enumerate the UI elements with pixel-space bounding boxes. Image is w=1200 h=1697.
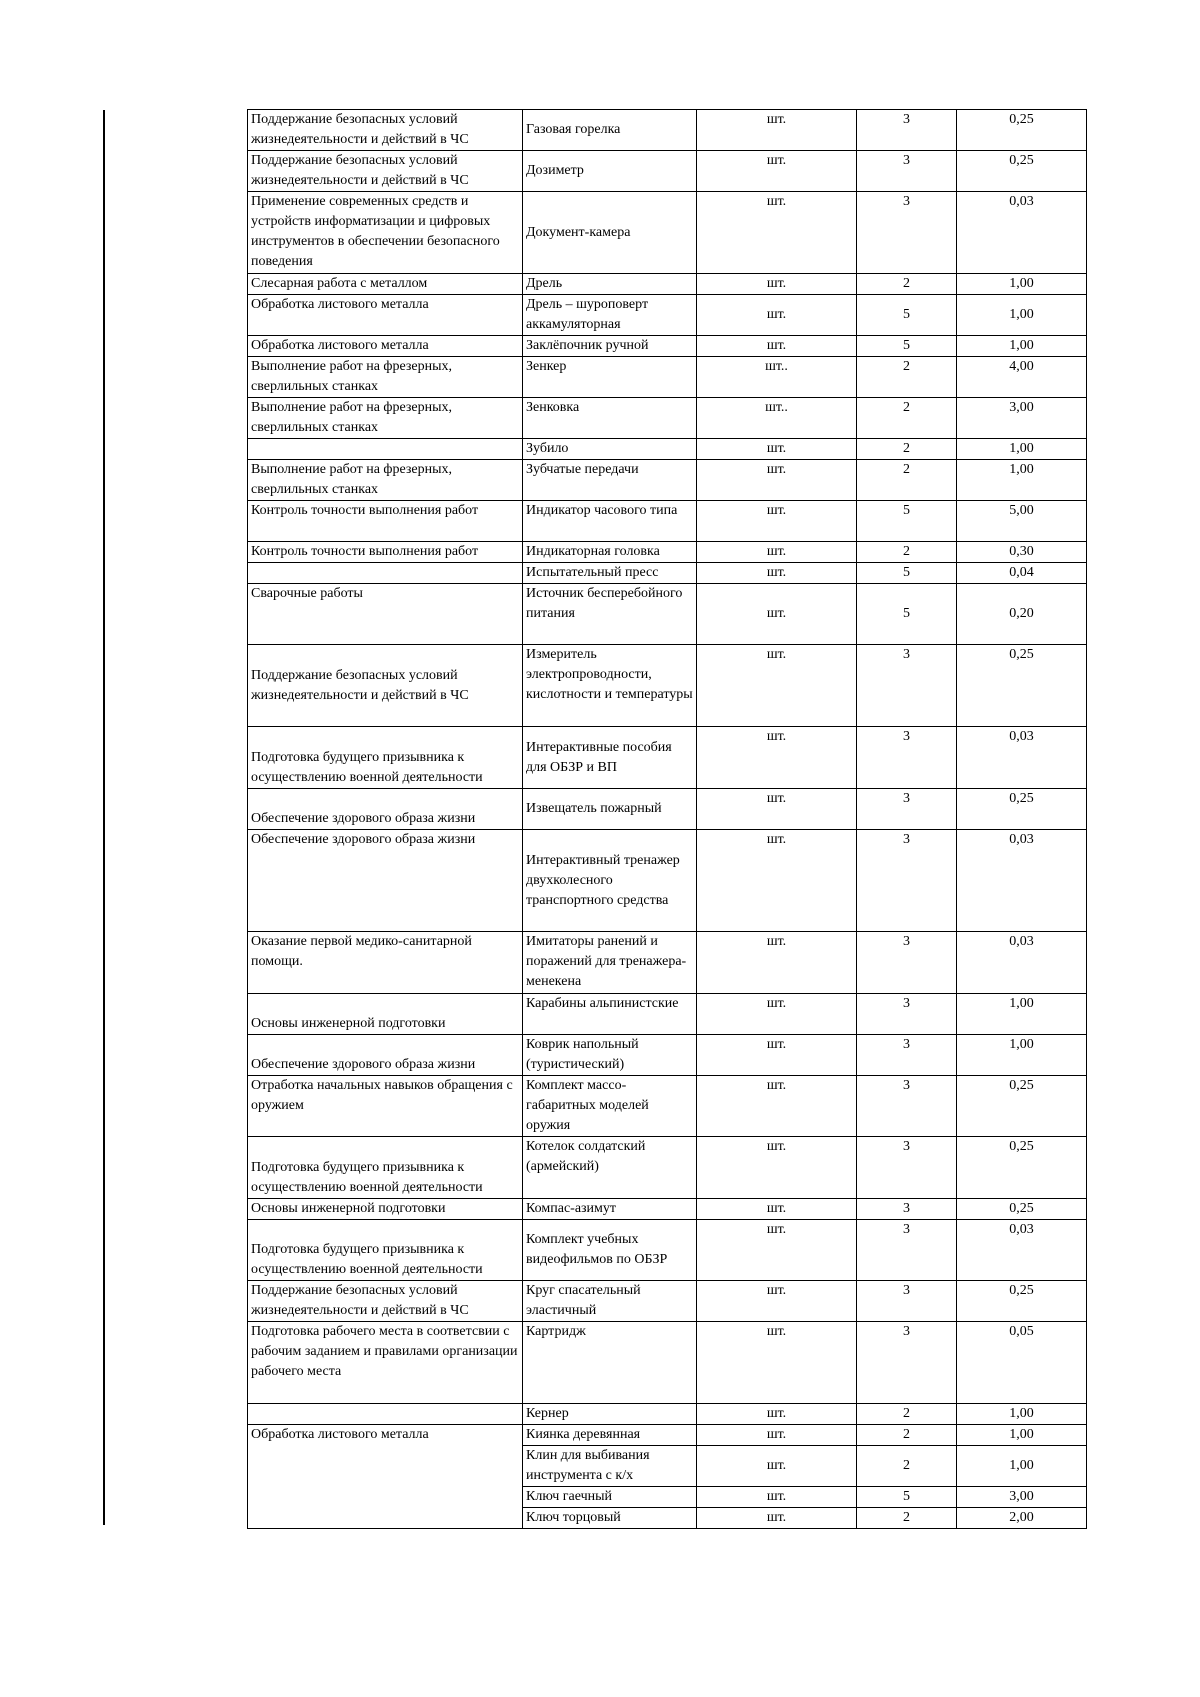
activity-cell — [248, 1404, 523, 1425]
rate-cell: 0,25 — [957, 1076, 1087, 1137]
rate-cell: 1,00 — [957, 1425, 1087, 1446]
rate-cell: 0,04 — [957, 563, 1087, 584]
table-row — [248, 1404, 1087, 1425]
unit-cell: шт. — [697, 542, 857, 563]
unit-cell: шт. — [697, 1035, 857, 1076]
rate-cell: 1,00 — [957, 295, 1087, 336]
unit-cell: шт. — [697, 1425, 857, 1446]
item-name-cell: Комплект учебных видеофильмов по ОБЗР — [523, 1220, 697, 1281]
rate-cell: 0,25 — [957, 110, 1087, 151]
equipment-table — [247, 109, 1087, 1529]
unit-cell: шт. — [697, 830, 857, 932]
quantity-cell: 3 — [857, 645, 957, 727]
rate-cell: 0,03 — [957, 727, 1087, 789]
unit-cell: шт. — [697, 1199, 857, 1220]
rate-cell: 0,03 — [957, 192, 1087, 274]
item-name-cell: Индикатор часового типа — [523, 501, 697, 542]
item-name-cell: Заклёпочник ручной — [523, 336, 697, 357]
unit-cell: шт. — [697, 1076, 857, 1137]
rate-cell: 0,03 — [957, 830, 1087, 932]
item-name-cell: Измеритель электропроводности, кислотности и температуры — [523, 645, 697, 727]
item-name-cell: Зубило — [523, 439, 697, 460]
activity-cell: Основы инженерной подготовки — [248, 1199, 523, 1220]
unit-cell: шт. — [697, 501, 857, 542]
rate-cell: 1,00 — [957, 439, 1087, 460]
quantity-cell: 3 — [857, 151, 957, 192]
table-row — [248, 1035, 1087, 1076]
item-name-cell: Комплект массо-габаритных моделей оружия — [523, 1076, 697, 1137]
table-row — [248, 789, 1087, 830]
unit-cell: шт. — [697, 1446, 857, 1487]
unit-cell: шт. — [697, 439, 857, 460]
unit-cell: шт. — [697, 1508, 857, 1529]
item-name-cell: Индикаторная головка — [523, 542, 697, 563]
activity-cell: Обработка листового металла — [248, 1425, 523, 1529]
equipment-table-body — [248, 110, 1087, 1529]
item-name-cell: Ключ гаечный — [523, 1487, 697, 1508]
quantity-cell: 2 — [857, 542, 957, 563]
unit-cell: шт. — [697, 295, 857, 336]
item-name-cell: Зубчатые передачи — [523, 460, 697, 501]
rate-cell: 3,00 — [957, 398, 1087, 439]
item-name-cell: Дрель — [523, 274, 697, 295]
unit-cell: шт. — [697, 1137, 857, 1199]
table-row — [248, 295, 1087, 336]
item-name-cell: Ключ торцовый — [523, 1508, 697, 1529]
activity-cell: Оказание первой медико-санитарной помощи. — [248, 932, 523, 994]
activity-cell: Поддержание безопасных условий жизнедеятельности и действий в ЧС — [248, 151, 523, 192]
item-name-cell: Картридж — [523, 1322, 697, 1404]
unit-cell: шт. — [697, 994, 857, 1035]
table-row — [248, 1199, 1087, 1220]
activity-cell: Подготовка будущего призывника к осуществлению военной деятельности — [248, 727, 523, 789]
activity-cell: Подготовка будущего призывника к осуществлению военной деятельности — [248, 1137, 523, 1199]
rate-cell: 1,00 — [957, 460, 1087, 501]
table-row — [248, 1220, 1087, 1281]
table-row — [248, 357, 1087, 398]
activity-cell: Подготовка будущего призывника к осуществлению военной деятельности — [248, 1220, 523, 1281]
activity-cell: Выполнение работ на фрезерных, сверлильных станках — [248, 398, 523, 439]
quantity-cell: 3 — [857, 1035, 957, 1076]
rate-cell: 1,00 — [957, 1404, 1087, 1425]
rate-cell: 0,25 — [957, 789, 1087, 830]
quantity-cell: 5 — [857, 336, 957, 357]
rate-cell: 0,20 — [957, 584, 1087, 645]
rate-cell: 1,00 — [957, 274, 1087, 295]
quantity-cell: 2 — [857, 1446, 957, 1487]
table-row — [248, 584, 1087, 645]
rate-cell: 0,05 — [957, 1322, 1087, 1404]
quantity-cell: 2 — [857, 1404, 957, 1425]
rate-cell: 5,00 — [957, 501, 1087, 542]
item-name-cell: Документ-камера — [523, 192, 697, 274]
quantity-cell: 2 — [857, 398, 957, 439]
table-row — [248, 336, 1087, 357]
table-row — [248, 192, 1087, 274]
table-row — [248, 932, 1087, 994]
table-row — [248, 830, 1087, 932]
quantity-cell: 3 — [857, 1220, 957, 1281]
rate-cell: 0,25 — [957, 1281, 1087, 1322]
activity-cell — [248, 563, 523, 584]
item-name-cell: Компас-азимут — [523, 1199, 697, 1220]
item-name-cell: Дозиметр — [523, 151, 697, 192]
table-row — [248, 994, 1087, 1035]
rate-cell: 3,00 — [957, 1487, 1087, 1508]
quantity-cell: 2 — [857, 439, 957, 460]
activity-cell: Подготовка рабочего места в соответсвии с рабочим заданием и правилами организации рабочего места — [248, 1322, 523, 1404]
activity-cell: Контроль точности выполнения работ — [248, 501, 523, 542]
left-margin-line — [103, 110, 105, 1525]
table-row — [248, 110, 1087, 151]
item-name-cell: Испытательный пресс — [523, 563, 697, 584]
item-name-cell: Извещатель пожарный — [523, 789, 697, 830]
activity-cell: Отработка начальных навыков обращения с оружием — [248, 1076, 523, 1137]
table-row — [248, 398, 1087, 439]
unit-cell: шт. — [697, 460, 857, 501]
table-row — [248, 439, 1087, 460]
unit-cell: шт. — [697, 1281, 857, 1322]
table-row — [248, 727, 1087, 789]
activity-cell: Поддержание безопасных условий жизнедеятельности и действий в ЧС — [248, 1281, 523, 1322]
rate-cell: 0,25 — [957, 151, 1087, 192]
quantity-cell: 3 — [857, 192, 957, 274]
activity-cell: Поддержание безопасных условий жизнедеятельности и действий в ЧС — [248, 645, 523, 727]
quantity-cell: 2 — [857, 274, 957, 295]
unit-cell: шт. — [697, 151, 857, 192]
table-row — [248, 563, 1087, 584]
unit-cell: шт. — [697, 584, 857, 645]
activity-cell: Основы инженерной подготовки — [248, 994, 523, 1035]
table-row — [248, 1322, 1087, 1404]
rate-cell: 1,00 — [957, 994, 1087, 1035]
activity-cell: Применение современных средств и устройств информатизации и цифровых инструментов в обеспечении безопасного поведения — [248, 192, 523, 274]
unit-cell: шт.. — [697, 398, 857, 439]
table-row — [248, 501, 1087, 542]
item-name-cell: Интерактивный тренажер двухколесного транспортного средства — [523, 830, 697, 932]
item-name-cell: Интерактивные пособия для ОБЗР и ВП — [523, 727, 697, 789]
item-name-cell: Кернер — [523, 1404, 697, 1425]
rate-cell: 1,00 — [957, 336, 1087, 357]
item-name-cell: Коврик напольный (туристический) — [523, 1035, 697, 1076]
quantity-cell: 3 — [857, 1322, 957, 1404]
table-row — [248, 151, 1087, 192]
item-name-cell: Круг спасательный эластичный — [523, 1281, 697, 1322]
quantity-cell: 3 — [857, 1281, 957, 1322]
table-row — [248, 645, 1087, 727]
quantity-cell: 5 — [857, 501, 957, 542]
quantity-cell: 2 — [857, 460, 957, 501]
quantity-cell: 3 — [857, 727, 957, 789]
rate-cell: 0,25 — [957, 1137, 1087, 1199]
table-row — [248, 1137, 1087, 1199]
table-row — [248, 1425, 1087, 1446]
table-row — [248, 460, 1087, 501]
activity-cell: Обеспечение здорового образа жизни — [248, 789, 523, 830]
item-name-cell: Газовая горелка — [523, 110, 697, 151]
unit-cell: шт. — [697, 1404, 857, 1425]
item-name-cell: Клин для выбивания инструмента с к/х — [523, 1446, 697, 1487]
quantity-cell: 3 — [857, 1199, 957, 1220]
activity-cell: Выполнение работ на фрезерных, сверлильных станках — [248, 460, 523, 501]
item-name-cell: Зенковка — [523, 398, 697, 439]
unit-cell: шт. — [697, 1322, 857, 1404]
item-name-cell: Имитаторы ранений и поражений для тренажера-менекена — [523, 932, 697, 994]
unit-cell: шт. — [697, 645, 857, 727]
rate-cell: 0,03 — [957, 932, 1087, 994]
rate-cell: 0,25 — [957, 645, 1087, 727]
quantity-cell: 3 — [857, 994, 957, 1035]
rate-cell: 0,25 — [957, 1199, 1087, 1220]
item-name-cell: Котелок солдатский (армейский) — [523, 1137, 697, 1199]
item-name-cell: Киянка деревянная — [523, 1425, 697, 1446]
quantity-cell: 3 — [857, 789, 957, 830]
table-row — [248, 1281, 1087, 1322]
unit-cell: шт. — [697, 1487, 857, 1508]
rate-cell: 1,00 — [957, 1446, 1087, 1487]
unit-cell: шт. — [697, 192, 857, 274]
activity-cell: Обработка листового металла — [248, 295, 523, 336]
table-row — [248, 542, 1087, 563]
rate-cell: 0,30 — [957, 542, 1087, 563]
rate-cell: 2,00 — [957, 1508, 1087, 1529]
quantity-cell: 5 — [857, 563, 957, 584]
item-name-cell: Дрель – шуроповерт аккамуляторная — [523, 295, 697, 336]
quantity-cell: 5 — [857, 295, 957, 336]
unit-cell: шт. — [697, 274, 857, 295]
item-name-cell: Источник бесперебойного питания — [523, 584, 697, 645]
activity-cell — [248, 439, 523, 460]
quantity-cell: 3 — [857, 110, 957, 151]
unit-cell: шт. — [697, 110, 857, 151]
activity-cell: Обеспечение здорового образа жизни — [248, 830, 523, 932]
table-row — [248, 1076, 1087, 1137]
item-name-cell: Зенкер — [523, 357, 697, 398]
quantity-cell: 3 — [857, 830, 957, 932]
activity-cell: Выполнение работ на фрезерных, сверлильных станках — [248, 357, 523, 398]
quantity-cell: 2 — [857, 1425, 957, 1446]
quantity-cell: 3 — [857, 932, 957, 994]
unit-cell: шт. — [697, 789, 857, 830]
quantity-cell: 5 — [857, 1487, 957, 1508]
activity-cell: Поддержание безопасных условий жизнедеятельности и действий в ЧС — [248, 110, 523, 151]
activity-cell: Обеспечение здорового образа жизни — [248, 1035, 523, 1076]
quantity-cell: 3 — [857, 1076, 957, 1137]
activity-cell: Контроль точности выполнения работ — [248, 542, 523, 563]
rate-cell: 1,00 — [957, 1035, 1087, 1076]
activity-cell: Обработка листового металла — [248, 336, 523, 357]
rate-cell: 0,03 — [957, 1220, 1087, 1281]
unit-cell: шт. — [697, 563, 857, 584]
unit-cell: шт. — [697, 727, 857, 789]
quantity-cell: 5 — [857, 584, 957, 645]
table-row — [248, 274, 1087, 295]
activity-cell: Сварочные работы — [248, 584, 523, 645]
unit-cell: шт. — [697, 1220, 857, 1281]
item-name-cell: Карабины альпинистские — [523, 994, 697, 1035]
rate-cell: 4,00 — [957, 357, 1087, 398]
quantity-cell: 2 — [857, 357, 957, 398]
quantity-cell: 2 — [857, 1508, 957, 1529]
unit-cell: шт. — [697, 336, 857, 357]
activity-cell: Слесарная работа с металлом — [248, 274, 523, 295]
unit-cell: шт. — [697, 932, 857, 994]
unit-cell: шт.. — [697, 357, 857, 398]
quantity-cell: 3 — [857, 1137, 957, 1199]
